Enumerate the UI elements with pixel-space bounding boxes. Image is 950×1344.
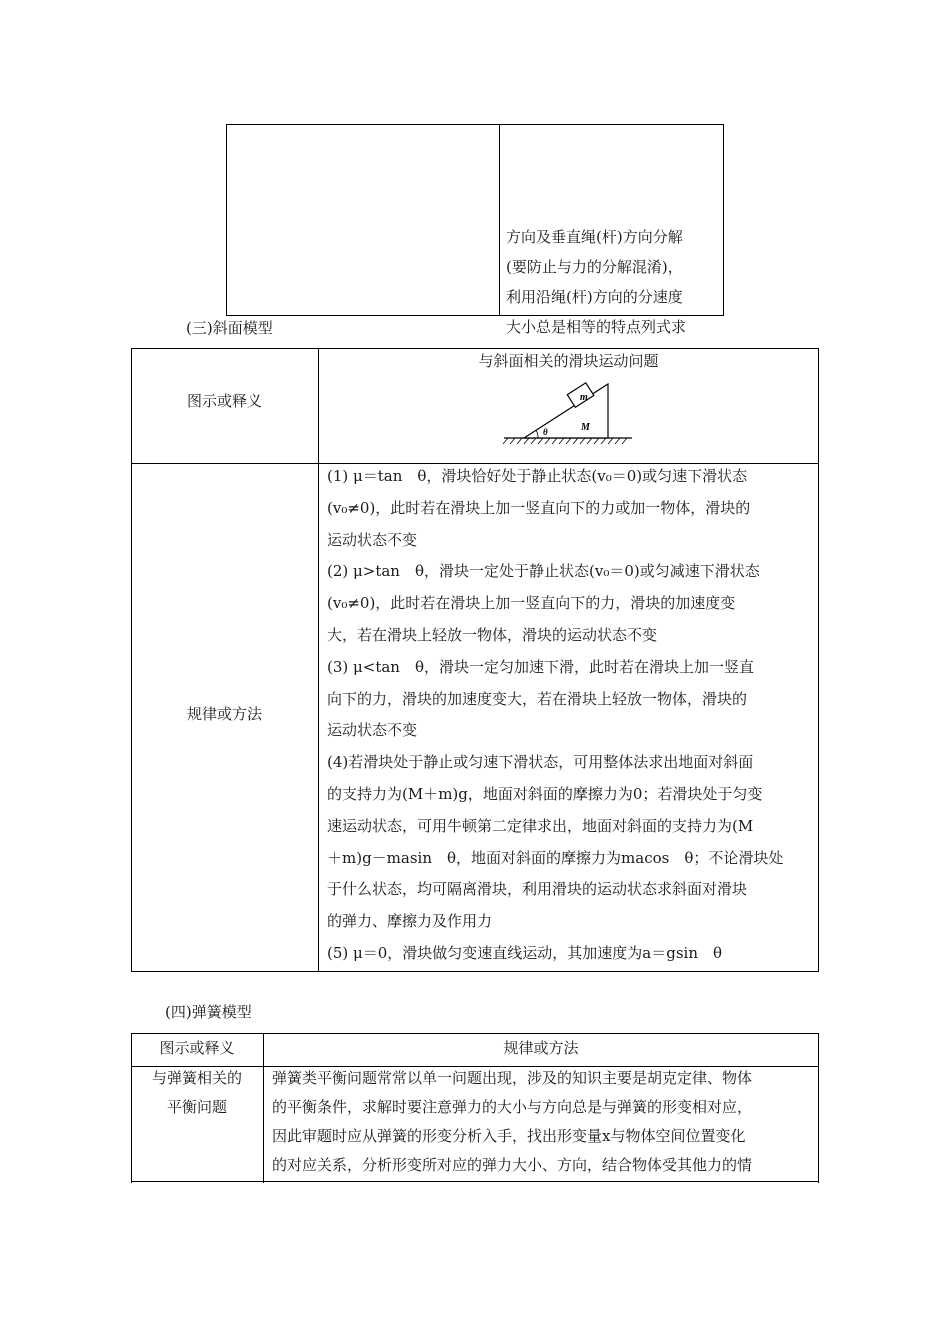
rule-line: 运动状态不变	[327, 530, 418, 549]
spring-header-right: 规律或方法	[503, 1039, 579, 1057]
spring-row-content	[272, 1064, 817, 1180]
rule-line: 运动状态不变	[327, 721, 418, 740]
label-m: m	[580, 392, 588, 403]
rule-line: 于什么状态，均可隔离滑块，利用滑块的运动状态求斜面对滑块	[327, 880, 748, 899]
text-line: 弹簧类平衡问题常常以单一问题出现，涉及的知识主要是胡克定律、物体	[272, 1069, 753, 1087]
text-line: 的对应关系，分析形变所对应的弹力大小、方向，结合物体受其他力的情	[272, 1156, 753, 1174]
text-line: 方向及垂直绳(杆)方向分解	[506, 228, 683, 246]
incline-rules	[327, 461, 817, 970]
table-bottom-border	[131, 1181, 819, 1182]
rule-line: (v₀≠0)，此时若在滑块上加一竖直向下的力，滑块的加速度变	[327, 594, 736, 613]
section-title-incline: (三)斜面模型	[186, 319, 273, 337]
rule-line: (v₀≠0)，此时若在滑块上加一竖直向下的力或加一物体，滑块的	[327, 498, 751, 517]
text-line: 大小总是相等的特点列式求	[506, 318, 687, 336]
label-theta: θ	[543, 427, 548, 437]
rule-line: (1) μ＝tan θ，滑块恰好处于静止状态(v₀＝0)或匀速下滑状态	[327, 467, 748, 485]
table-column-divider	[318, 349, 319, 971]
rule-line: (2) μ>tan θ，滑块一定处于静止状态(v₀＝0)或匀减速下滑状态	[327, 562, 760, 581]
text-line: 的平衡条件，求解时要注意弹力的大小与方向总是与弹簧的形变相对应，	[272, 1098, 753, 1116]
rule-line: 的弹力、摩擦力及作用力	[327, 912, 493, 931]
text-line: 平衡问题	[166, 1098, 227, 1116]
rule-line: (4)若滑块处于静止或匀速下滑状态，可用整体法求出地面对斜面	[327, 753, 754, 772]
rule-line: ＋m)g－masin θ，地面对斜面的摩擦力为macos θ；不论滑块处	[327, 848, 784, 867]
rule-line: 大，若在滑块上轻放一物体，滑块的运动状态不变	[327, 625, 658, 644]
row-label-illustration: 图示或释义	[186, 392, 262, 410]
rule-line: (3) μ<tan θ，滑块一定匀加速下滑，此时若在滑块上加一竖直	[327, 657, 754, 676]
rule-line: (5) μ＝0，滑块做匀变速直线运动，其加速度为a＝gsin θ	[327, 943, 723, 962]
section-title-spring: (四)弹簧模型	[165, 1003, 252, 1021]
text-line: 因此审题时应从弹簧的形变分析入手，找出形变量x与物体空间位置变化	[272, 1127, 746, 1145]
text-line: (要防止与力的分解混淆)，	[506, 258, 683, 276]
spring-header-left: 图示或释义	[159, 1039, 235, 1057]
row-label-rules: 规律或方法	[186, 705, 262, 723]
table-column-divider	[499, 125, 500, 315]
incline-diagram	[500, 376, 640, 448]
label-M: M	[581, 422, 590, 433]
rule-line: 速运动状态，可用牛顿第二定律求出，地面对斜面的支持力为(M	[327, 816, 754, 835]
rule-line: 向下的力，滑块的加速度变大，若在滑块上轻放一物体，滑块的	[327, 689, 748, 708]
rule-line: 的支持力为(M＋m)g，地面对斜面的摩擦力为0；若滑块处于匀变	[327, 784, 763, 803]
text-line: 与弹簧相关的	[151, 1069, 242, 1087]
spring-row-label	[134, 1064, 260, 1122]
illustration-caption: 与斜面相关的滑块运动问题	[478, 352, 659, 370]
text-line: 利用沿绳(杆)方向的分速度	[506, 288, 683, 306]
continued-table-right-cell	[506, 222, 721, 312]
